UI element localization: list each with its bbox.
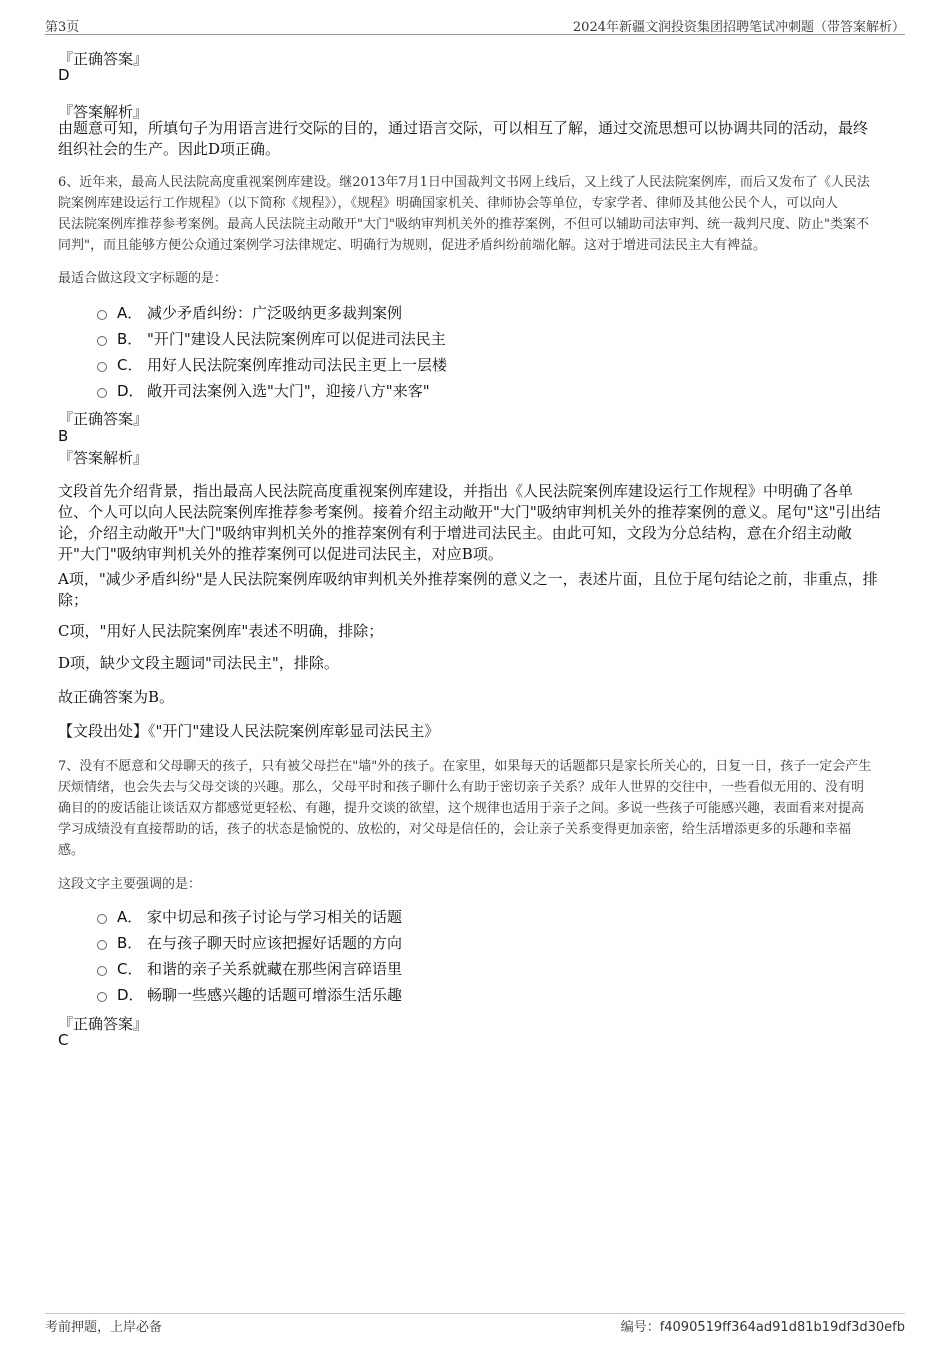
analysis-line: A项，"减少矛盾纠纷"是人民法院案例库吸纳审判机关外推荐案例的意义之一，表述片面，且位于尾句结论之前，非重点，排 <box>58 570 878 588</box>
option-text: 和谐的亲子关系就藏在那些闲言碎语里 <box>147 960 403 978</box>
document-title: 2024年新疆文润投资集团招聘笔试冲刺题（带答案解析） <box>572 20 905 35</box>
radio-icon[interactable] <box>97 388 107 398</box>
radio-icon[interactable] <box>97 966 107 976</box>
q7-answer-label: 『正确答案』 <box>58 1015 149 1033</box>
option-letter: B． <box>117 330 143 348</box>
q6-source: 【文段出处】《"开门"建设人民法院案例库彰显司法民主》 <box>58 722 440 740</box>
q5-analysis <box>58 118 898 160</box>
option-text: 家中切忌和孩子讨论与学习相关的话题 <box>147 908 403 926</box>
analysis-line: 除； <box>58 591 89 609</box>
option-text: 在与孩子聊天时应该把握好话题的方向 <box>147 934 403 952</box>
q6-analysis-label: 『答案解析』 <box>58 449 149 467</box>
radio-icon[interactable] <box>97 362 107 372</box>
option-text: "开门"建设人民法院案例库可以促进司法民主 <box>147 330 446 348</box>
q6-stem-line: 同判"，而且能够方便公众通过案例学习法律规定、明确行为规则，促进矛盾纠纷前端化解。这对于增进司法民主大有裨益。 <box>58 238 766 253</box>
q5-answer: D <box>58 66 70 84</box>
page-footer <box>45 1313 905 1336</box>
q7-stem-line: 确目的的废话能让谈话双方都感觉更轻松、有趣，提升交谈的欲望，这个规律也适用于亲子之间。多说一些孩子可能感兴趣，表面看来对提高 <box>58 801 865 816</box>
q7-stem-line: 感。 <box>58 843 85 858</box>
q5-analysis-line: 由题意可知，所填句子为用语言进行交际的目的，通过语言交际，可以相互了解，通过交流思想可以协调共同的活动，最终 <box>58 119 869 137</box>
option-letter: C． <box>117 356 143 374</box>
option-letter: D． <box>117 382 144 400</box>
q6-prompt: 最适合做这段文字标题的是： <box>58 271 228 286</box>
q6-option-c[interactable] <box>97 354 447 375</box>
page-header <box>45 14 905 35</box>
option-letter: A． <box>117 908 143 926</box>
q6-option-d[interactable] <box>97 380 430 401</box>
option-text: 畅聊一些感兴趣的话题可增添生活乐趣 <box>147 986 403 1004</box>
q6-analysis-p3: C项，"用好人民法院案例库"表述不明确，排除； <box>58 622 384 640</box>
option-text: 用好人民法院案例库推动司法民主更上一层楼 <box>147 356 448 374</box>
option-letter: A． <box>117 304 143 322</box>
footer-slogan: 考前押题，上岸必备 <box>45 1320 163 1335</box>
page-number: 第3页 <box>45 20 80 35</box>
analysis-line: 论，介绍主动敞开"大门"吸纳审判机关外的推荐案例有利于增进司法民主。由此可知，文段为分总结构，意在介绍主动敞 <box>58 524 852 542</box>
option-letter: B． <box>117 934 143 952</box>
radio-icon[interactable] <box>97 336 107 346</box>
q6-analysis-p5: 故正确答案为B。 <box>58 688 175 706</box>
option-text: 敞开司法案例入选"大门"，迎接八方"来客" <box>147 382 430 400</box>
option-letter: C． <box>117 960 143 978</box>
q6-stem-line: 6、近年来，最高人民法院高度重视案例库建设。继2013年7月1日中国裁判文书网上线后，又上线了人民法院案例库，而后又发布了《人民法 <box>58 175 870 190</box>
q7-stem <box>58 756 898 861</box>
q6-stem <box>58 172 898 256</box>
q6-analysis-p1 <box>58 481 903 565</box>
q6-option-a[interactable] <box>97 302 402 323</box>
q6-analysis-p4: D项，缺少文段主题词"司法民主"，排除。 <box>58 654 339 672</box>
q7-answer: C <box>58 1031 69 1049</box>
radio-icon[interactable] <box>97 940 107 950</box>
option-letter: D． <box>117 986 144 1004</box>
analysis-line: 位、个人可以向人民法院案例库推荐参考案例。接着介绍主动敞开"大门"吸纳审判机关外的推荐案例的意义。尾句"这"引出结 <box>58 503 881 521</box>
q5-analysis-label: 『答案解析』 <box>58 103 149 121</box>
q7-option-a[interactable] <box>97 906 402 927</box>
q7-stem-line: 厌烦情绪，也会失去与父母交谈的兴趣。那么，父母平时和孩子聊什么有助于密切亲子关系？成年人世界的交往中，一些看似无用的、没有明 <box>58 780 865 795</box>
q7-stem-line: 学习成绩没有直接帮助的话，孩子的状态是愉悦的、放松的，对父母是信任的，会让亲子关系变得更加亲密，给生活增添更多的乐趣和幸福 <box>58 822 852 837</box>
q6-answer-label: 『正确答案』 <box>58 410 149 428</box>
analysis-line: 文段首先介绍背景，指出最高人民法院高度重视案例库建设，并指出《人民法院案例库建设运行工作规程》中明确了各单 <box>58 482 854 500</box>
q6-stem-line: 院案例库建设运行工作规程》（以下简称《规程》），《规程》明确国家机关、律师协会等单位，专家学者、律师及其他公民个人，可以向人 <box>58 196 839 211</box>
q6-option-b[interactable] <box>97 328 446 349</box>
radio-icon[interactable] <box>97 914 107 924</box>
option-text: 减少矛盾纠纷：广泛吸纳更多裁判案例 <box>147 304 403 322</box>
q6-stem-line: 民法院案例库推荐参考案例。最高人民法院主动敞开"大门"吸纳审判机关外的推荐案例，不但可以辅助司法审判、统一裁判尺度、防止"类案不 <box>58 217 869 232</box>
q5-answer-label: 『正确答案』 <box>58 50 149 68</box>
q5-analysis-line: 组织社会的生产。因此D项正确。 <box>58 140 281 158</box>
analysis-line: 开"大门"吸纳审判机关外的推荐案例可以促进司法民主，对应B项。 <box>58 545 503 563</box>
q6-answer: B <box>58 427 69 445</box>
q6-analysis-p2 <box>58 569 903 611</box>
document-id: 编号：f4090519ff364ad91d81b19df3d30efb <box>620 1320 905 1335</box>
radio-icon[interactable] <box>97 310 107 320</box>
q7-stem-line: 7、没有不愿意和父母聊天的孩子，只有被父母拦在"墙"外的孩子。在家里，如果每天的话题都只是家长所关心的，日复一日，孩子一定会产生 <box>58 759 872 774</box>
q7-option-c[interactable] <box>97 958 402 979</box>
radio-icon[interactable] <box>97 992 107 1002</box>
q7-prompt: 这段文字主要强调的是： <box>58 877 202 892</box>
q7-option-d[interactable] <box>97 984 402 1005</box>
q7-option-b[interactable] <box>97 932 402 953</box>
